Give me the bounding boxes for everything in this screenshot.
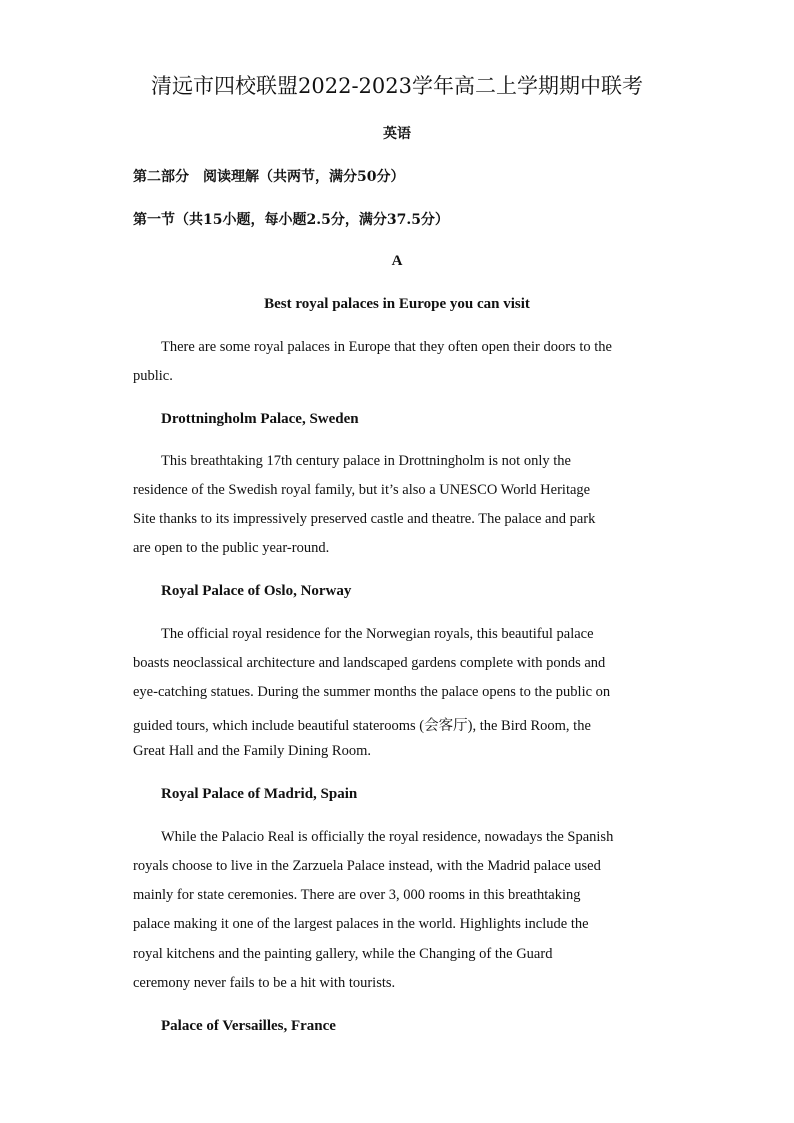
paragraph-line: residence of the Swedish royal family, but it’s also a UNESCO World Heritage [133, 482, 591, 498]
part-heading: 第二部分 阅读理解（共两节，满分50分） [133, 169, 405, 185]
paragraph-line: royals choose to live in the Zarzuela Palace instead, with the Madrid palace used [133, 858, 601, 874]
palace-heading-versailles: Palace of Versailles, France [161, 1018, 336, 1034]
palace-heading-oslo: Royal Palace of Oslo, Norway [161, 583, 352, 599]
paragraph-line: ceremony never fails to be a hit with tourists. [133, 975, 396, 991]
paragraph-line: boasts neoclassical architecture and landscaped gardens complete with ponds and [133, 655, 606, 671]
paragraph-line: Great Hall and the Family Dining Room. [133, 743, 372, 759]
paragraph-line: This breathtaking 17th century palace in Drottningholm is not only the [161, 453, 571, 469]
paragraph-line: guided tours, which include beautiful staterooms (会客厅), the Bird Room, the [133, 718, 591, 734]
palace-heading-drottningholm: Drottningholm Palace, Sweden [161, 411, 359, 427]
palace-heading-madrid: Royal Palace of Madrid, Spain [161, 786, 358, 802]
page-title: 清远市四校联盟2022-2023学年高二上学期期中联考 [151, 74, 643, 98]
passage-letter: A [391, 253, 403, 269]
paragraph-line: are open to the public year-round. [133, 540, 330, 556]
paragraph-line: mainly for state ceremonies. There are over 3, 000 rooms in this breathtaking [133, 887, 581, 903]
paragraph-line: While the Palacio Real is officially the royal residence, nowadays the Spanish [161, 829, 614, 845]
section-heading: 第一节（共15小题，每小题2.5分，满分37.5分） [133, 212, 449, 228]
passage-title: Best royal palaces in Europe you can visit [264, 296, 530, 312]
paragraph-line: The official royal residence for the Norwegian royals, this beautiful palace [161, 626, 594, 642]
intro-line: There are some royal palaces in Europe that they often open their doors to the [161, 339, 612, 355]
paragraph-line: eye-catching statues. During the summer months the palace opens to the public on [133, 684, 611, 700]
paragraph-line: royal kitchens and the painting gallery, while the Changing of the Guard [133, 946, 553, 962]
intro-line: public. [133, 368, 173, 384]
paragraph-line: palace making it one of the largest palaces in the world. Highlights include the [133, 916, 589, 932]
subject-label: 英语 [383, 126, 411, 142]
paragraph-line: Site thanks to its impressively preserved castle and theatre. The palace and park [133, 511, 596, 527]
